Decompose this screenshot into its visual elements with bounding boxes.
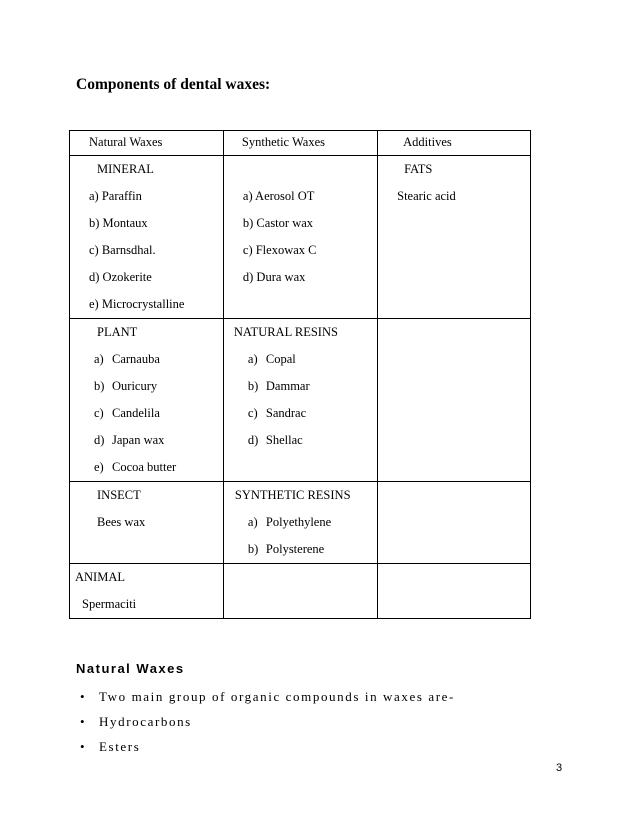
cell-empty (378, 319, 531, 482)
list-item: a) Paraffin (89, 189, 142, 203)
bullet-icon: • (80, 714, 85, 729)
list-item: d) Japan wax (94, 433, 165, 447)
natural-resins-list (224, 346, 377, 454)
category-natural-resins: NATURAL RESINS (233, 325, 338, 339)
cell-natural-resins (223, 319, 377, 482)
list-item: b) Dammar (247, 379, 310, 393)
cell-empty (378, 564, 531, 619)
cell-synthetic-resins (223, 482, 377, 564)
list-item: • Hydrocarbons (80, 709, 455, 734)
list-item: Stearic acid (397, 189, 456, 203)
category-animal: ANIMAL (75, 570, 125, 584)
bullet-list (80, 684, 455, 759)
category-plant: PLANT (97, 325, 138, 339)
table-row-mineral (70, 156, 531, 319)
header-natural-waxes: Natural Waxes (89, 135, 163, 149)
cell-animal (70, 564, 224, 619)
list-item: • Two main group of organic compounds in waxes are- (80, 684, 455, 709)
list-item: b) Castor wax (242, 216, 314, 230)
page-title: Components of dental waxes: (76, 76, 271, 93)
category-synthetic-resins: SYNTHETIC RESINS (234, 488, 351, 502)
list-item: a) Polyethylene (247, 515, 332, 529)
header-cell-synthetic-waxes (223, 131, 377, 156)
synthetic-resins-list (224, 509, 377, 563)
list-item: a) Copal (247, 352, 296, 366)
cell-synthetic-waxes-list (223, 156, 377, 319)
bullet-icon: • (80, 689, 85, 704)
list-item: d) Shellac (247, 433, 303, 447)
cell-insect (70, 482, 224, 564)
cell-plant (70, 319, 224, 482)
list-item: a) Carnauba (94, 352, 160, 366)
list-item: d) Dura wax (242, 270, 306, 284)
spacer (224, 156, 377, 183)
header-cell-natural-waxes (70, 131, 224, 156)
list-item: e) Cocoa butter (94, 460, 177, 474)
category-insect: INSECT (97, 488, 141, 502)
cell-empty (223, 564, 377, 619)
list-item: b) Ouricury (94, 379, 158, 393)
table-row-plant (70, 319, 531, 482)
list-item: c) Flexowax C (242, 243, 317, 257)
list-item: Bees wax (97, 515, 146, 529)
list-item: • Esters (80, 734, 455, 759)
list-item: c) Sandrac (247, 406, 307, 420)
dental-waxes-table (69, 130, 531, 619)
header-synthetic-waxes: Synthetic Waxes (241, 135, 326, 149)
bullet-icon: • (80, 739, 85, 754)
list-item: a) Aerosol OT (242, 189, 315, 203)
table-row-insect (70, 482, 531, 564)
category-fats: FATS (404, 162, 433, 176)
cell-fats (378, 156, 531, 319)
list-item: c) Candelila (94, 406, 160, 420)
category-mineral: MINERAL (97, 162, 154, 176)
cell-empty (378, 482, 531, 564)
header-additives: Additives (403, 135, 452, 149)
list-item: b) Montaux (89, 216, 148, 230)
list-item: e) Microcrystalline (89, 297, 185, 311)
table-header-row (70, 131, 531, 156)
list-item: Spermaciti (82, 597, 137, 611)
plant-list (70, 346, 223, 481)
list-item: d) Ozokerite (89, 270, 152, 284)
page-number: 3 (556, 762, 563, 774)
section-heading: Natural Waxes (76, 661, 185, 676)
list-item: b) Polysterene (247, 542, 325, 556)
header-cell-additives (378, 131, 531, 156)
list-item: c) Barnsdhal. (89, 243, 156, 257)
table-row-animal (70, 564, 531, 619)
cell-mineral (70, 156, 224, 319)
